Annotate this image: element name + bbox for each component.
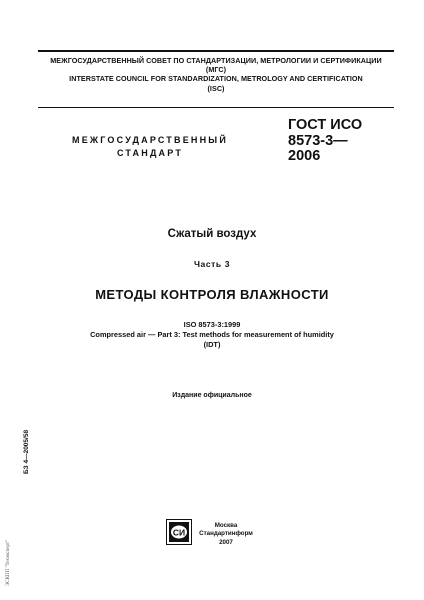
publisher-city: Москва — [214, 522, 238, 529]
designation-line1: ГОСТ ИСО — [288, 117, 363, 133]
council-ru-name: МЕЖГОСУДАРСТВЕННЫЙ СОВЕТ ПО СТАНДАРТИЗАЦИИ, МЕТРОЛОГИИ И СЕРТИФИКАЦИИ — [50, 56, 382, 65]
iso-reference — [0, 320, 424, 350]
part-number: Часть 3 — [193, 259, 231, 269]
document-title: Сжатый воздух — [167, 228, 257, 240]
top-rule — [38, 50, 394, 52]
standard-type-line1: МЕЖГОСУДАРСТВЕННЫЙ — [72, 135, 228, 145]
iso-english-title: Compressed air — Part 3: Test methods for measurement of humidity — [90, 330, 334, 339]
publisher-name: Стандартинформ — [199, 530, 253, 538]
header-rule — [38, 107, 394, 108]
side-code: БЗ 4—2005/58 — [23, 429, 30, 474]
council-ru-abbr: (МГС) — [205, 65, 227, 75]
publisher-logo-icon — [166, 519, 192, 545]
iso-number: ISO 8573-3:1999 — [183, 320, 241, 329]
standard-type-line2: СТАНДАРТ — [116, 148, 184, 158]
edition-label: Издание официальное — [172, 392, 252, 399]
publisher-logo-text: СИ — [172, 527, 186, 538]
standard-designation — [288, 118, 398, 165]
document-subtitle: МЕТОДЫ КОНТРОЛЯ ВЛАЖНОСТИ — [95, 287, 329, 302]
publication-year: 2007 — [219, 538, 233, 546]
watermark-text: ЭСКПП "Техэксперт" — [6, 539, 11, 586]
council-en-abbr: (ISC) — [207, 83, 225, 93]
designation-line2: 8573-3— — [288, 132, 348, 149]
iso-equivalence: (IDT) — [203, 340, 221, 349]
council-en-name: INTERSTATE COUNCIL FOR STANDARDIZATION, METROLOGY AND CERTIFICATION — [69, 74, 363, 84]
publisher-info — [196, 522, 256, 547]
standard-type — [55, 134, 245, 160]
council-header — [38, 56, 394, 93]
designation-line3: 2006 — [288, 148, 321, 164]
